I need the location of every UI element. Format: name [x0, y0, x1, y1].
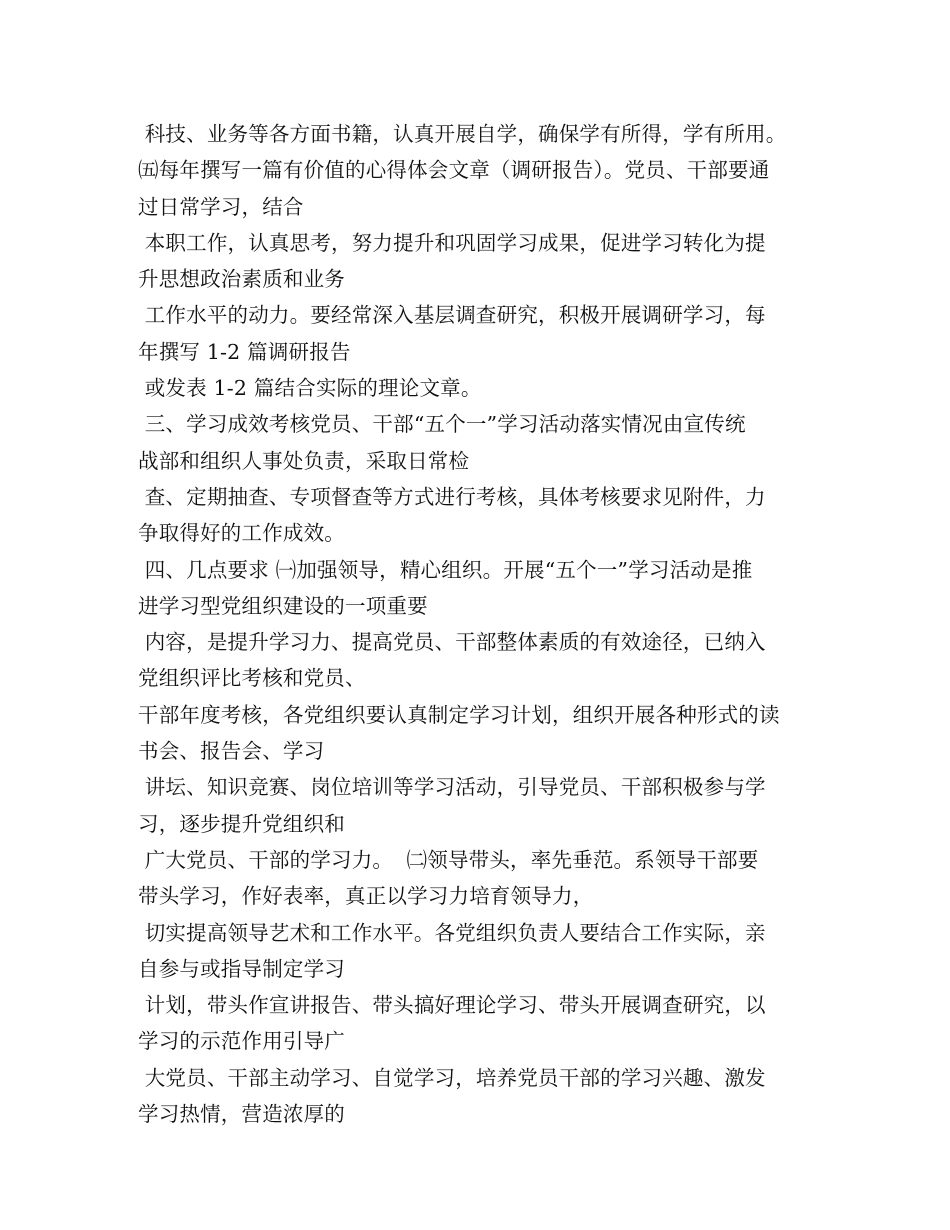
text-line: 学习热情，营造浓厚的	[138, 1102, 345, 1127]
text-line: 讲坛、知识竞赛、岗位培训等学习活动，引导党员、干部积极参与学	[138, 775, 766, 800]
text-line: 三、学习成效考核党员、干部“五个一”学习活动落实情况由宣传统	[138, 412, 746, 437]
text-line: 自参与或指导制定学习	[138, 956, 345, 981]
text-line: 战部和组织人事处负责，采取日常检	[138, 448, 470, 473]
text-line: 升思想政治素质和业务	[138, 267, 345, 292]
text-line: 查、定期抽查、专项督查等方式进行考核，具体考核要求见附件，力	[138, 484, 766, 509]
text-line: 大党员、干部主动学习、自觉学习，培养党员干部的学习兴趣、激发	[138, 1065, 766, 1090]
text-line: 本职工作，认真思考，努力提升和巩固学习成果，促进学习转化为提	[138, 230, 766, 255]
text-line: 科技、业务等各方面书籍，认真开展自学，确保学有所得，学有所用。	[138, 122, 787, 146]
text-line: 进学习型党组织建设的一项重要	[138, 593, 428, 618]
text-line: 内容，是提升学习力、提高党员、干部整体素质的有效途径，已纳入	[138, 630, 766, 655]
text-line: 或发表 1-2 篇结合实际的理论文章。	[138, 376, 482, 401]
text-line: 学习的示范作用引导广	[138, 1029, 345, 1054]
text-line: ㈤每年撰写一篇有价值的心得体会文章（调研报告）。党员、干部要通	[138, 158, 770, 183]
text-line: 切实提高领导艺术和工作水平。各党组织负责人要结合工作实际，亲	[138, 920, 766, 945]
text-line: 过日常学习，结合	[138, 194, 304, 219]
text-line: 工作水平的动力。要经常深入基层调查研究，积极开展调研学习，每	[138, 303, 766, 328]
text-line: 计划，带头作宣讲报告、带头搞好理论学习、带头开展调查研究，以	[138, 993, 766, 1018]
text-line: 党组织评比考核和党员、	[138, 666, 366, 691]
text-line: 带头学习，作好表率，真正以学习力培育领导力，	[138, 884, 594, 909]
text-line: 习，逐步提升党组织和	[138, 811, 345, 836]
text-line: 书会、报告会、学习	[138, 739, 325, 764]
text-line: 年撰写 1-2 篇调研报告	[138, 339, 351, 364]
text-line: 四、几点要求 ㈠加强领导，精心组织。开展“五个一”学习活动是推	[138, 557, 753, 582]
text-line: 干部年度考核，各党组织要认真制定学习计划，组织开展各种形式的读	[138, 702, 780, 727]
text-line: 广大党员、干部的学习力。 ㈡领导带头，率先垂范。系领导干部要	[138, 847, 759, 872]
document-body	[138, 116, 828, 1132]
text-line: 争取得好的工作成效。	[138, 521, 345, 546]
